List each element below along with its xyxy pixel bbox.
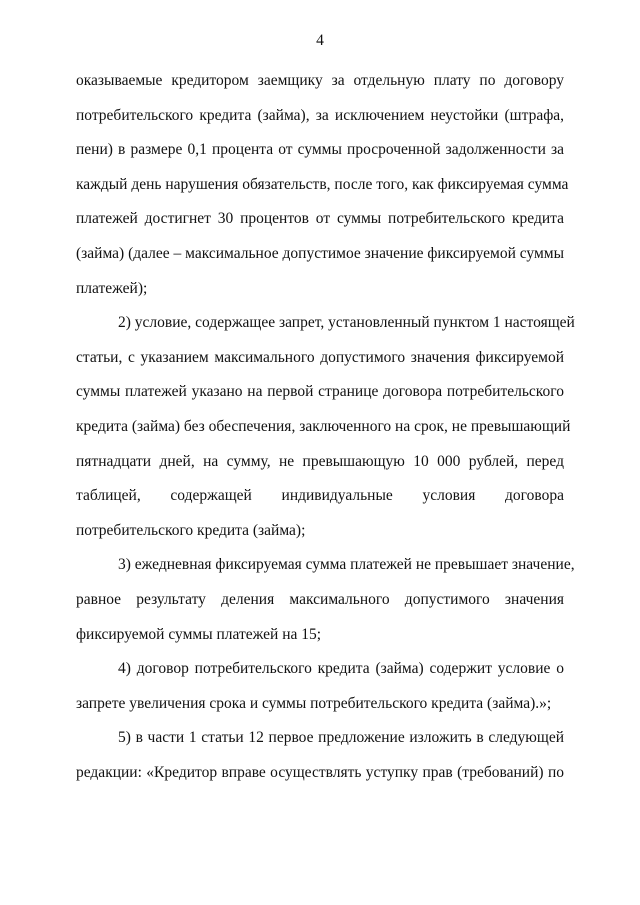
text-line: пени) в размере 0,1 процента от суммы просроченной задолженности за [76,141,564,159]
text-line: платежей); [76,279,148,297]
paragraph-item-5 [76,721,564,790]
text-line: суммы платежей указано на первой странице договора потребительского [76,383,564,401]
text-line: статьи, с указанием максимального допустимого значения фиксируемой [76,348,564,366]
text-line: оказываемые кредитором заемщику за отдельную плату по договору [76,72,564,89]
text-line: редакции: «Кредитор вправе осуществлять уступку прав (требований) по [76,763,564,781]
text-line: таблицей, содержащей индивидуальные условия договора [76,487,564,505]
text-line: потребительского кредита (займа), за исключением неустойки (штрафа, [76,106,564,124]
text-line: платежей достигнет 30 процентов от суммы потребительского кредита [76,210,564,228]
paragraph-item-3 [76,548,575,652]
text-line: 2) условие, содержащее запрет, установленный пунктом 1 настоящей [118,314,575,332]
text-line: потребительского кредита (займа); [76,521,306,539]
document-body [76,64,575,790]
paragraph-continuation [76,64,569,306]
text-line: каждый день нарушения обязательств, после того, как фиксируемая сумма [76,175,569,193]
page-number: 4 [316,32,324,49]
paragraph-item-2 [76,306,575,548]
text-line: запрете увеличения срока и суммы потребительского кредита (займа).»; [76,694,552,712]
text-line: (займа) (далее – максимальное допустимое значение фиксируемой суммы [76,244,564,262]
text-line: 3) ежедневная фиксируемая сумма платежей не превышает значение, [118,556,575,574]
text-line: фиксируемой суммы платежей на 15; [76,625,322,643]
text-line: пятнадцати дней, на сумму, не превышающую 10 000 рублей, перед [76,452,564,470]
text-line: 4) договор потребительского кредита (займа) содержит условие о [118,660,564,678]
text-line: 5) в части 1 статьи 12 первое предложение изложить в следующей [118,729,564,747]
text-line: кредита (займа) без обеспечения, заключенного на срок, не превышающий [76,417,571,435]
text-line: равное результату деления максимального допустимого значения [76,590,564,608]
paragraph-item-4 [76,652,564,721]
